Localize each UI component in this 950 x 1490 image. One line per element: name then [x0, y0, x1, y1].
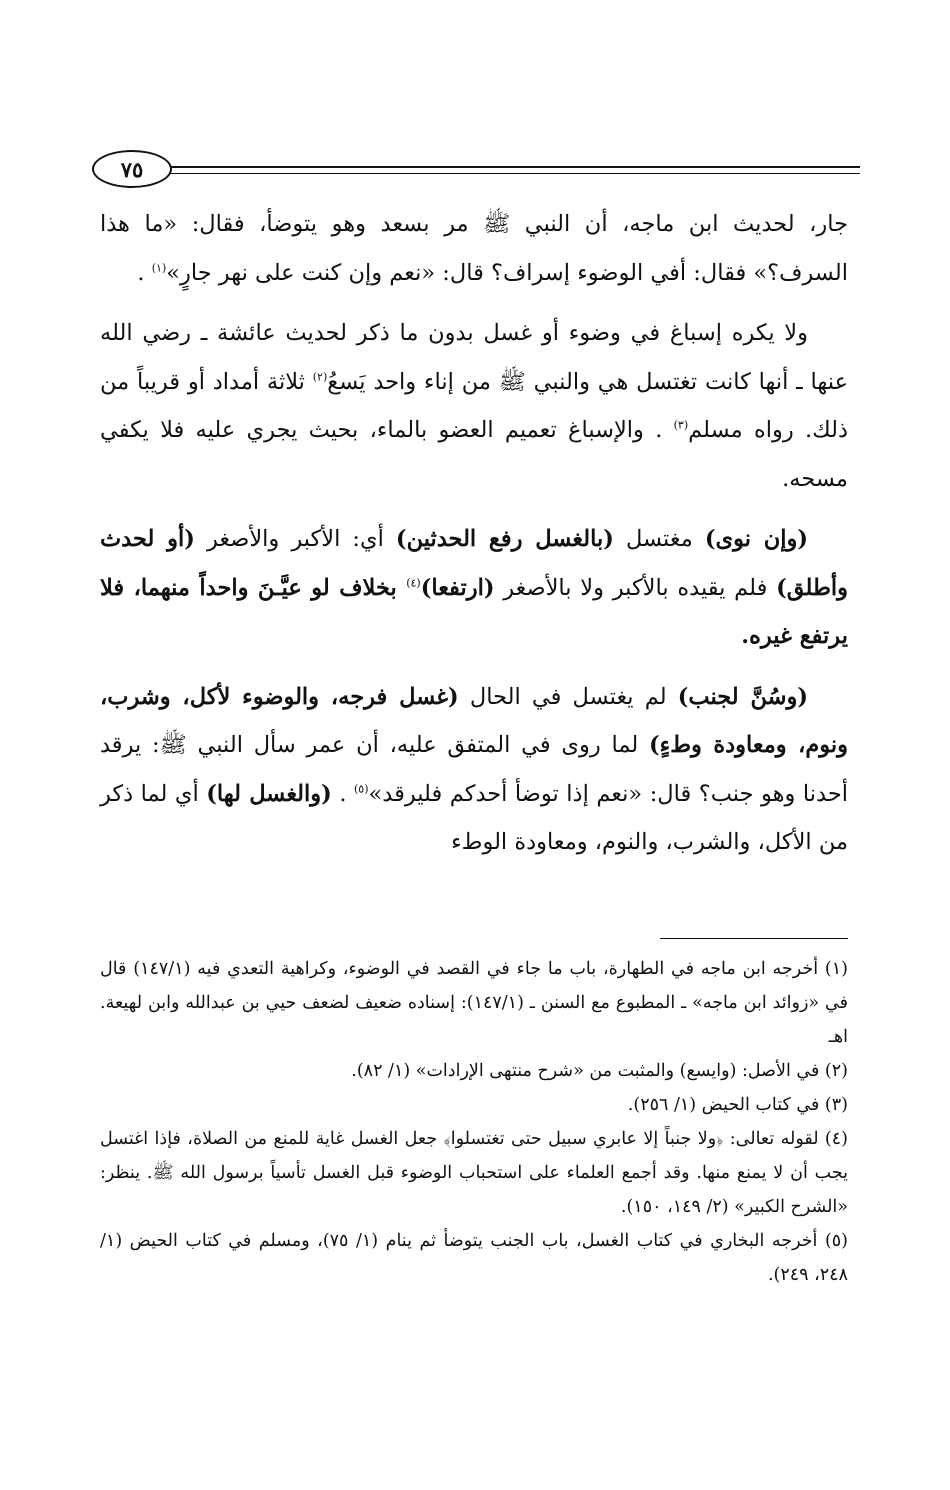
footnote: (٣) في كتاب الحيض (١/ ٢٥٦). — [627, 1095, 848, 1115]
text-run: مغتسل — [613, 526, 705, 552]
paragraph — [100, 200, 848, 297]
text-run: لم يغتسل في الحال — [458, 683, 678, 710]
bold-run: (ارتفعا) — [420, 574, 495, 601]
text-run: أي: الأكبر والأصغر — [194, 526, 396, 552]
footnote: (٤) لقوله تعالى: ﴿ولا جنباً إلا عابري سبيل حتى تغتسلوا﴾ جعل الغسل غاية للمنع من الصلاة، فإذا اغتسل يجب أن لا يمنع منها. وقد أجمع العلماء على استحباب الوضوء قبل الغسل تأسياً برسول الله ﷺ. ينظر: «الشرح الكبير» (٢/ ١٤٩، ١٥٠). — [100, 1129, 848, 1217]
header-rule — [162, 173, 860, 174]
paragraph — [100, 673, 848, 867]
paragraph — [100, 309, 848, 503]
paragraph — [100, 515, 848, 661]
text-run: لما روى في المتفق عليه، أن عمر سأل النبي ﷺ: يرقد أحدنا وهو جنب؟ قال: «نعم إذا توضأ أحدكم فليرقد» — [100, 732, 848, 807]
main-text — [100, 200, 848, 879]
text-run: . — [137, 259, 152, 286]
footnote-ref: (١) — [151, 261, 167, 274]
footnotes — [100, 952, 848, 1292]
text-run: جار، لحديث ابن ماجه، أن النبي ﷺ مر بسعد وهو يتوضأ، فقال: «ما هذا السرف؟» فقال: أفي الوضوء إسراف؟ قال: «نعم وإن كنت على نهر جارٍ» — [100, 211, 848, 286]
header-rule — [162, 166, 860, 168]
bold-run: (والغسل لها) — [206, 780, 332, 807]
bold-run: بخلاف لو عيَّـنَ واحداً منهما، فلا يرتفع غيره. — [100, 574, 848, 649]
page-header — [92, 150, 860, 194]
bold-run: (بالغسل رفع الحدثين) — [395, 526, 614, 552]
text-run: . والإسباغ تعميم العضو بالماء، بحيث يجري عليه فلا يكفي مسحه. — [100, 417, 848, 492]
footnote: (١) أخرجه ابن ماجه في الطهارة، باب ما جاء في القصد في الوضوء، وكراهية التعدي فيه (١٤٧/١) قال في «زوائد ابن ماجه» ـ المطبوع مع السنن ـ (١٤٧/١): إسناده ضعيف لضعف حيي بن عبدالله وابن لهيعة. اهـ — [100, 959, 848, 1047]
bold-run: (وإن نوى) — [704, 526, 809, 552]
footnote: (٥) أخرجه البخاري في كتاب الغسل، باب الجنب يتوضأ ثم ينام (١/ ٧٥)، ومسلم في كتاب الحيض (١/ ٢٤٨، ٢٤٩). — [100, 1231, 848, 1285]
text-run: . — [331, 780, 354, 807]
page-number: ٧٥ — [92, 150, 172, 188]
footnote-ref: (٢) — [312, 370, 328, 383]
footnote-ref: (٥) — [353, 782, 369, 795]
bold-run: (غسل فرجه، والوضوء لأكل، وشرب، ونوم، ومعاودة وطءٍ) — [100, 683, 849, 758]
text-run: فلم يقيده بالأكبر ولا بالأصغر — [494, 574, 777, 601]
text-run: أي لما ذكر من الأكل، والشرب، والنوم، ومعاودة الوطء — [100, 780, 848, 855]
footnote: (٢) في الأصل: (وايسع) والمثبت من «شرح منتهى الإرادات» (١/ ٨٢). — [351, 1061, 848, 1081]
footnote-ref: (٤) — [406, 576, 421, 589]
text-run: ولا يكره إسباغ في وضوء أو غسل بدون ما ذكر لحديث عائشة ـ رضي الله عنها ـ أنها كانت تغتسل هي والنبي ﷺ من إناء واحد يَسعُ — [100, 320, 849, 395]
bold-run: (أو لحدث وأطلق) — [100, 526, 848, 601]
bold-run: (وسُنَّ لجنب) — [677, 683, 809, 710]
footnote-separator — [660, 938, 848, 939]
text-run: ثلاثة أمداد أو قريباً من ذلك. رواه مسلم — [100, 368, 848, 443]
footnote-ref: (٣) — [673, 418, 689, 432]
